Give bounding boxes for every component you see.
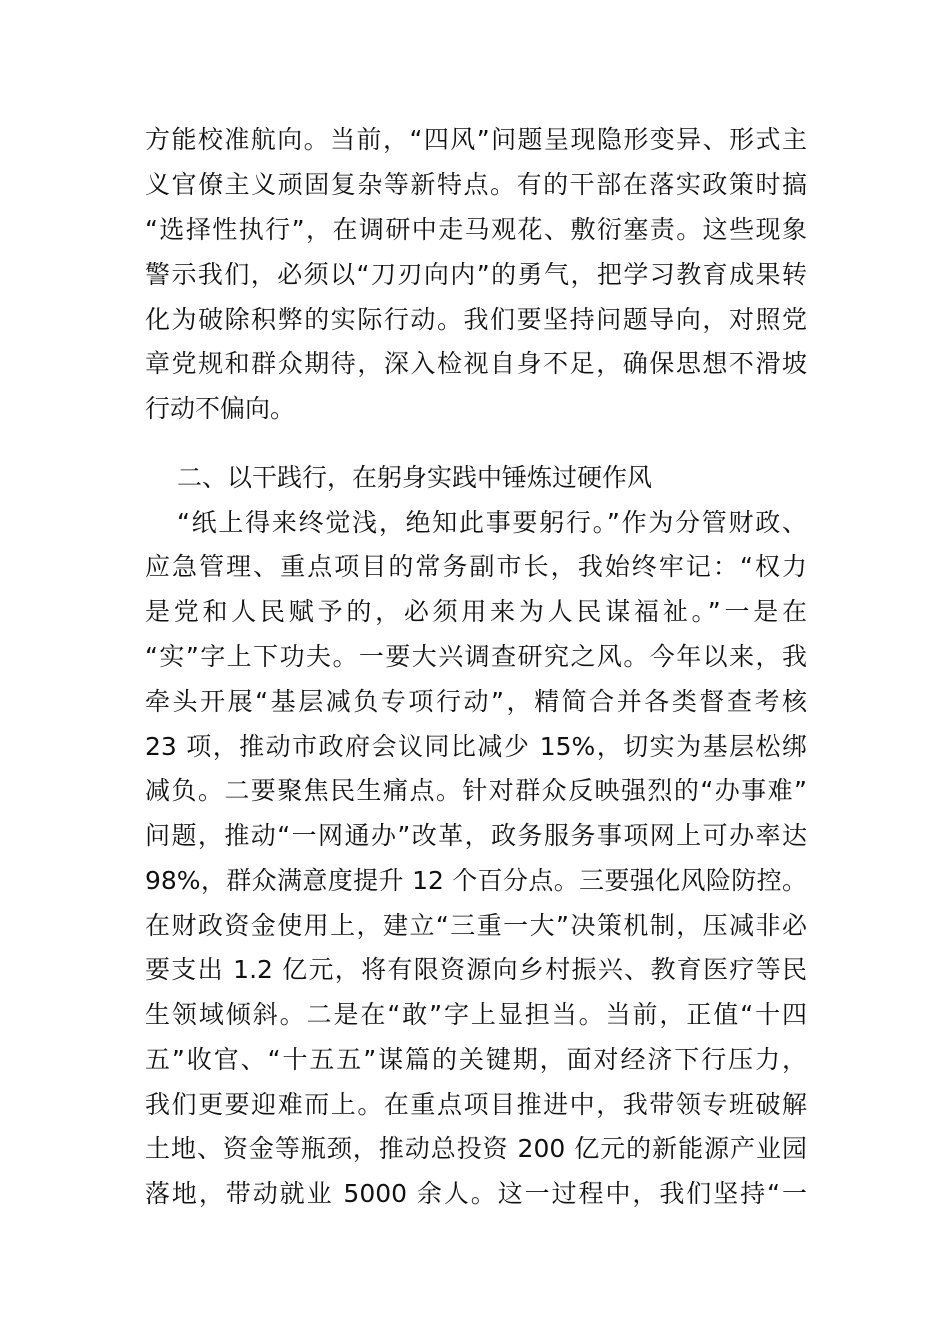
paragraph-line: 行动不偏向。 (145, 394, 296, 423)
paragraph-line: 应急管理、重点项目的常务副市长，我始终牢记：“权力 (145, 552, 807, 581)
paragraph-line: 方能校准航向。当前，“四风”问题呈现隐形变异、形式主 (145, 125, 807, 154)
paragraph-line: 23 项，推动市政府会议同比减少 15%，切实为基层松绑 (145, 732, 807, 761)
paragraph-line: “实”字上下功夫。一要大兴调查研究之风。今年以来，我 (145, 642, 807, 671)
paragraph-line: 牵头开展“基层减负专项行动”，精简合并各类督查考核 (145, 687, 807, 716)
section-heading: 二、以干践行，在躬身实践中锤炼过硬作风 (177, 463, 653, 492)
paragraph-line: 五”收官、“十五五”谋篇的关键期，面对经济下行压力， (145, 1045, 807, 1074)
paragraph-line: 减负。二要聚焦民生痛点。针对群众反映强烈的“办事难” (145, 776, 807, 805)
paragraph-line: 是党和人民赋予的，必须用来为人民谋福祉。”一是在 (145, 597, 807, 626)
paragraph-line: 义官僚主义顽固复杂等新特点。有的干部在落实政策时搞 (145, 170, 807, 199)
paragraph-line: 警示我们，必须以“刀刃向内”的勇气，把学习教育成果转 (145, 260, 807, 289)
paragraph-line: 98%，群众满意度提升 12 个百分点。三要强化风险防控。 (145, 866, 807, 895)
paragraph-line: 土地、资金等瓶颈，推动总投资 200 亿元的新能源产业园 (145, 1134, 807, 1163)
paragraph-line: 在财政资金使用上，建立“三重一大”决策机制，压减非必 (145, 911, 807, 940)
paragraph-line: 落地，带动就业 5000 余人。这一过程中，我们坚持“一 (145, 1179, 807, 1208)
paragraph-line: 问题，推动“一网通办”改革，政务服务事项网上可办率达 (145, 821, 807, 850)
paragraph-line: 我们更要迎难而上。在重点项目推进中，我带领专班破解 (145, 1090, 807, 1119)
paragraph-line: “选择性执行”，在调研中走马观花、敷衍塞责。这些现象 (145, 215, 807, 244)
paragraph-line: 生领域倾斜。二是在“敢”字上显担当。当前，正值“十四 (145, 1000, 807, 1029)
paragraph-line: 章党规和群众期待，深入检视自身不足，确保思想不滑坡 (145, 349, 807, 378)
paragraph-line: 化为破除积弊的实际行动。我们要坚持问题导向，对照党 (145, 305, 807, 334)
paragraph-line: 要支出 1.2 亿元，将有限资源向乡村振兴、教育医疗等民 (145, 955, 807, 984)
paragraph-line: “纸上得来终觉浅，绝知此事要躬行。”作为分管财政、 (177, 508, 807, 537)
